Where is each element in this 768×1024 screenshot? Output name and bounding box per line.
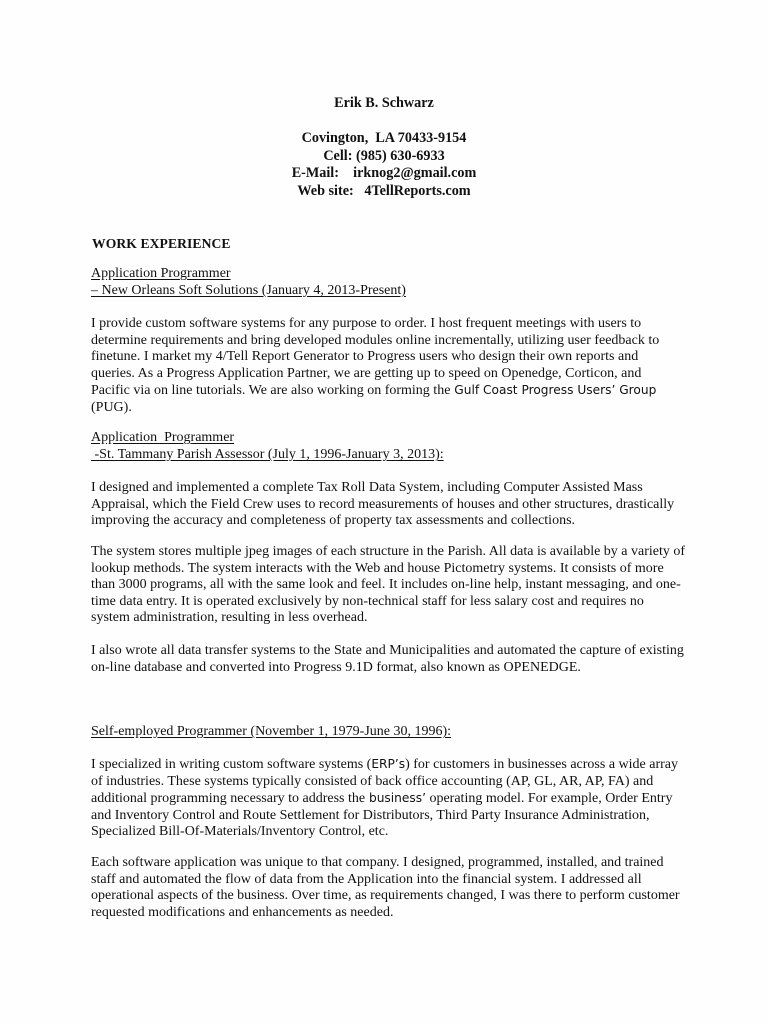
text-line: I also wrote all data transfer systems to the State and Municipalities and automated the capture of existing: [91, 643, 684, 658]
text-segment-erps: ERP’s: [371, 757, 406, 771]
text-line: system administration, resulting in less overhead.: [91, 610, 368, 626]
contact-address: Covington, LA 70433-9154: [301, 130, 467, 146]
text-line: Specialized Bill-Of-Materials/Inventory Control, etc.: [91, 824, 389, 840]
job3-description-2: [91, 855, 691, 921]
contact-email: E-Mail: irknog2@gmail.com: [291, 165, 477, 182]
text-line: [91, 382, 691, 400]
text-segment: ) for customers in businesses across a wide array: [405, 757, 678, 772]
text-line: The system stores multiple jpeg images of each structure in the Parish. All data is available by a variety of: [91, 544, 686, 559]
text-line: improving the accuracy and completeness of property tax assessments and collections.: [91, 513, 576, 529]
contact-website: Web site: 4TellReports.com: [297, 182, 471, 199]
text-line: than 3000 programs, all with the same look and feel. It includes on-line help, instant messaging, and one-: [91, 577, 681, 593]
job2-title: Application Programmer: [91, 430, 235, 445]
text-segment-pug-name: Gulf Coast Progress Users’ Group: [450, 383, 657, 398]
text-line: operational aspects of the business. Over time, as requirements changed, I was there to perform customer: [91, 888, 680, 904]
resume-name: Erik B. Schwarz: [334, 95, 434, 111]
text-line: I designed and implemented a complete Tax Roll Data System, including Computer Assisted Mass: [91, 480, 643, 495]
text-line: time data entry. It is operated exclusively by non-technical staff for less salary cost and requires no: [91, 593, 644, 609]
contact-cell: Cell: (985) 630-6933: [323, 147, 445, 164]
text-line: staff and automated the flow of data from the Application into the financial system. I addressed all: [91, 871, 642, 887]
text-line: queries. As a Progress Application Partner, we are getting up to speed on Openedge, Corticon, and: [91, 365, 642, 381]
text-line: [91, 756, 691, 774]
text-line: requested modifications and enhancements as needed.: [91, 904, 394, 920]
contact-block: [0, 130, 768, 200]
text-segment: additional programming necessary to address the: [91, 791, 366, 807]
job3-title: Self-employed Programmer (November 1, 1979-June 30, 1996):: [91, 724, 452, 739]
job1-employer: – New Orleans Soft Solutions (January 4, 2013-Present): [91, 283, 406, 298]
job2-description-2: [91, 544, 691, 627]
text-segment: operating model. For example, Order Entry: [425, 791, 673, 807]
text-line: [91, 790, 691, 808]
text-line: finetune. I market my 4/Tell Report Generator to Progress users who design their own reports and: [91, 349, 639, 365]
job2-description-3: [91, 643, 691, 676]
text-segment: I specialized in writing custom software systems (: [91, 757, 372, 772]
text-line: Appraisal, which the Field Crew uses to record measurements of houses and other structures, drastically: [91, 496, 675, 512]
text-line: (PUG).: [91, 399, 132, 415]
section-title-work-experience: WORK EXPERIENCE: [92, 236, 231, 251]
text-line: lookup methods. The system interacts with the Web and house Pictometry systems. It consists of more: [91, 560, 664, 576]
job1-title: Application Programmer: [91, 266, 231, 281]
job2-employer: -St. Tammany Parish Assessor (July 1, 1996-January 3, 2013):: [91, 447, 444, 462]
text-line: on-line database and converted into Progress 9.1D format, also known as OPENEDGE.: [91, 659, 581, 675]
job2-description-1: [91, 480, 691, 530]
text-line: determine requirements and bring developed modules online incrementally, utilizing user feedback to: [91, 332, 660, 348]
text-line: I provide custom software systems for any purpose to order. I host frequent meetings with users to: [91, 316, 642, 331]
text-line: and Inventory Control and Route Settlement for Distributors, Third Party Insurance Administration,: [91, 807, 650, 823]
text-segment-business: business’: [365, 791, 426, 806]
text-line: of industries. These systems typically consisted of back office accounting (AP, GL, AR, AP, FA) and: [91, 773, 654, 789]
text-line: Each software application was unique to that company. I designed, programmed, installed, and trained: [91, 855, 664, 870]
job3-description-1: [91, 756, 691, 841]
text-segment: Pacific via on line tutorials. We are also working on forming the: [91, 383, 451, 399]
job1-description: [91, 316, 691, 417]
